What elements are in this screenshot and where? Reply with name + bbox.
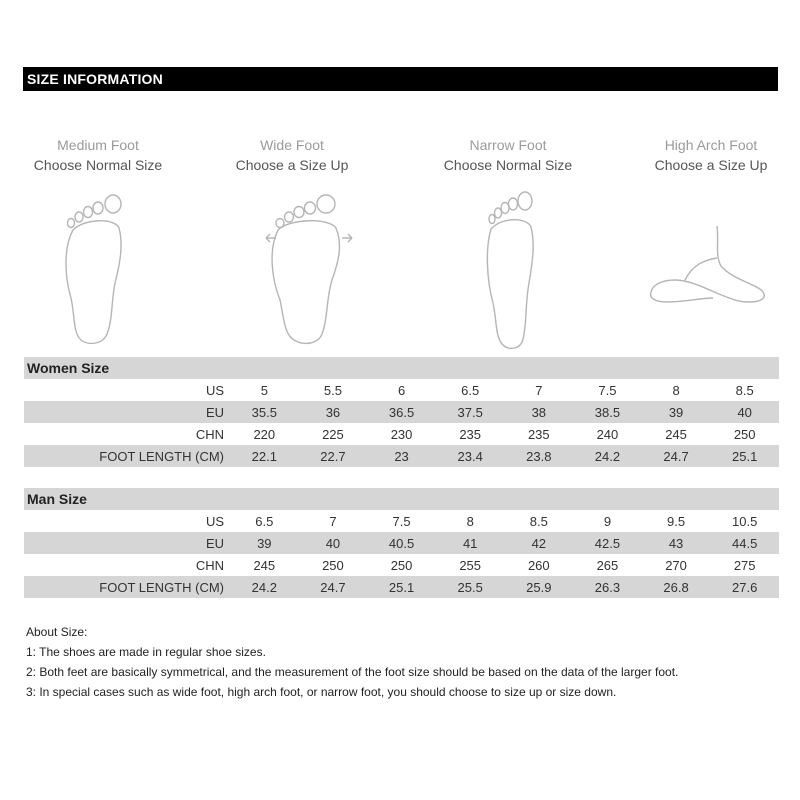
size-cell: 42.5 <box>573 532 642 554</box>
size-cell: 24.2 <box>573 445 642 467</box>
size-cell: 8.5 <box>529 513 548 529</box>
size-cell: 22.7 <box>299 445 368 467</box>
size-cell: 22.1 <box>230 445 299 467</box>
row-label: CHN <box>195 426 224 442</box>
size-cell: 235 <box>459 426 482 442</box>
size-cell: 25.9 <box>505 576 574 598</box>
size-cell: 245 <box>665 426 687 442</box>
note-item: 1: The shoes are made in regular shoe sizes. <box>26 645 266 659</box>
size-cell: 235 <box>527 426 550 442</box>
foot-type-advice: Choose a Size Up <box>235 157 349 173</box>
foot-type-wide <box>207 135 377 175</box>
size-cell: 36.5 <box>367 401 436 423</box>
size-row <box>24 379 779 401</box>
size-cell: 42 <box>505 532 574 554</box>
size-cell: 25.5 <box>436 576 505 598</box>
size-cell: 24.7 <box>299 576 368 598</box>
men-size-table <box>24 510 779 598</box>
foot-type-title: Wide Foot <box>260 137 324 153</box>
size-cell: 265 <box>596 557 619 573</box>
size-cell: 23.8 <box>505 445 574 467</box>
size-cell: 39 <box>642 401 711 423</box>
size-cell: 8.5 <box>735 382 754 398</box>
size-cell: 26.3 <box>573 576 642 598</box>
note-item: 3: In special cases such as wide foot, high arch foot, or narrow foot, you should choose to size up or size down. <box>26 685 617 699</box>
size-cell: 8 <box>466 513 474 529</box>
size-information-header: SIZE INFORMATION <box>23 67 778 91</box>
foot-type-medium <box>13 135 183 175</box>
size-cell: 7.5 <box>392 513 411 529</box>
foot-type-advice: Choose Normal Size <box>33 157 163 173</box>
size-cell: 25.1 <box>367 576 436 598</box>
size-cell: 5 <box>260 382 268 398</box>
size-row <box>24 401 779 423</box>
size-cell: 38 <box>505 401 574 423</box>
size-cell: 6.5 <box>255 513 274 529</box>
size-cell: 24.7 <box>642 445 711 467</box>
size-cell: 26.8 <box>642 576 711 598</box>
row-label: FOOT LENGTH (CM) <box>24 445 230 467</box>
foot-type-advice: Choose Normal Size <box>443 157 573 173</box>
size-cell: 9 <box>603 513 612 529</box>
size-cell: 5.5 <box>323 382 342 398</box>
size-cell: 270 <box>665 557 687 573</box>
women-size-heading: Women Size <box>24 357 779 379</box>
size-cell: 7 <box>535 382 543 398</box>
size-cell: 250 <box>733 426 756 442</box>
size-row <box>24 445 779 467</box>
size-cell: 23 <box>367 445 436 467</box>
size-cell: 25.1 <box>710 445 779 467</box>
size-cell: 9.5 <box>667 513 686 529</box>
foot-type-title: High Arch Foot <box>664 137 758 153</box>
size-cell: 275 <box>733 557 756 573</box>
size-cell: 7.5 <box>598 382 617 398</box>
size-row <box>24 554 779 576</box>
size-cell: 10.5 <box>732 513 758 529</box>
size-cell: 240 <box>596 426 619 442</box>
women-size-table <box>24 379 779 467</box>
narrow-foot-icon <box>477 185 547 355</box>
row-label: CHN <box>195 557 224 573</box>
size-cell: 36 <box>299 401 368 423</box>
row-label: US <box>205 382 224 398</box>
note-item: 2: Both feet are basically symmetrical, and the measurement of the foot size should be based on the data of the larger foot. <box>26 665 679 679</box>
men-size-heading: Man Size <box>24 488 779 510</box>
row-label: FOOT LENGTH (CM) <box>24 576 230 598</box>
foot-type-title: Narrow Foot <box>469 137 547 153</box>
foot-type-title: Medium Foot <box>57 137 139 153</box>
size-cell: 41 <box>436 532 505 554</box>
high-arch-foot-icon <box>645 222 770 307</box>
medium-foot-icon <box>55 188 135 348</box>
size-cell: 225 <box>322 426 344 442</box>
size-cell: 250 <box>322 557 344 573</box>
row-label: US <box>205 513 224 529</box>
size-cell: 38.5 <box>573 401 642 423</box>
size-cell: 260 <box>527 557 550 573</box>
size-cell: 39 <box>230 532 299 554</box>
foot-type-narrow <box>423 135 593 175</box>
size-cell: 40 <box>710 401 779 423</box>
foot-type-high-arch <box>626 135 796 175</box>
size-cell: 37.5 <box>436 401 505 423</box>
row-label: EU <box>24 401 230 423</box>
foot-type-advice: Choose a Size Up <box>654 157 768 173</box>
size-cell: 27.6 <box>710 576 779 598</box>
size-cell: 255 <box>459 557 482 573</box>
size-row <box>24 532 779 554</box>
size-row <box>24 423 779 445</box>
notes-heading: About Size: <box>26 625 88 639</box>
size-cell: 40 <box>299 532 368 554</box>
size-cell: 8 <box>672 382 680 398</box>
size-row <box>24 576 779 598</box>
size-row <box>24 510 779 532</box>
size-cell: 40.5 <box>367 532 436 554</box>
size-cell: 220 <box>253 426 276 442</box>
size-notes <box>26 622 796 702</box>
size-cell: 7 <box>329 513 337 529</box>
size-cell: 23.4 <box>436 445 505 467</box>
size-cell: 6.5 <box>461 382 480 398</box>
row-label: EU <box>24 532 230 554</box>
size-cell: 44.5 <box>710 532 779 554</box>
size-cell: 230 <box>390 426 413 442</box>
size-cell: 43 <box>642 532 711 554</box>
size-cell: 6 <box>397 382 406 398</box>
size-cell: 24.2 <box>230 576 299 598</box>
size-cell: 35.5 <box>230 401 299 423</box>
size-cell: 250 <box>390 557 413 573</box>
wide-foot-icon <box>262 188 358 348</box>
size-cell: 245 <box>253 557 276 573</box>
